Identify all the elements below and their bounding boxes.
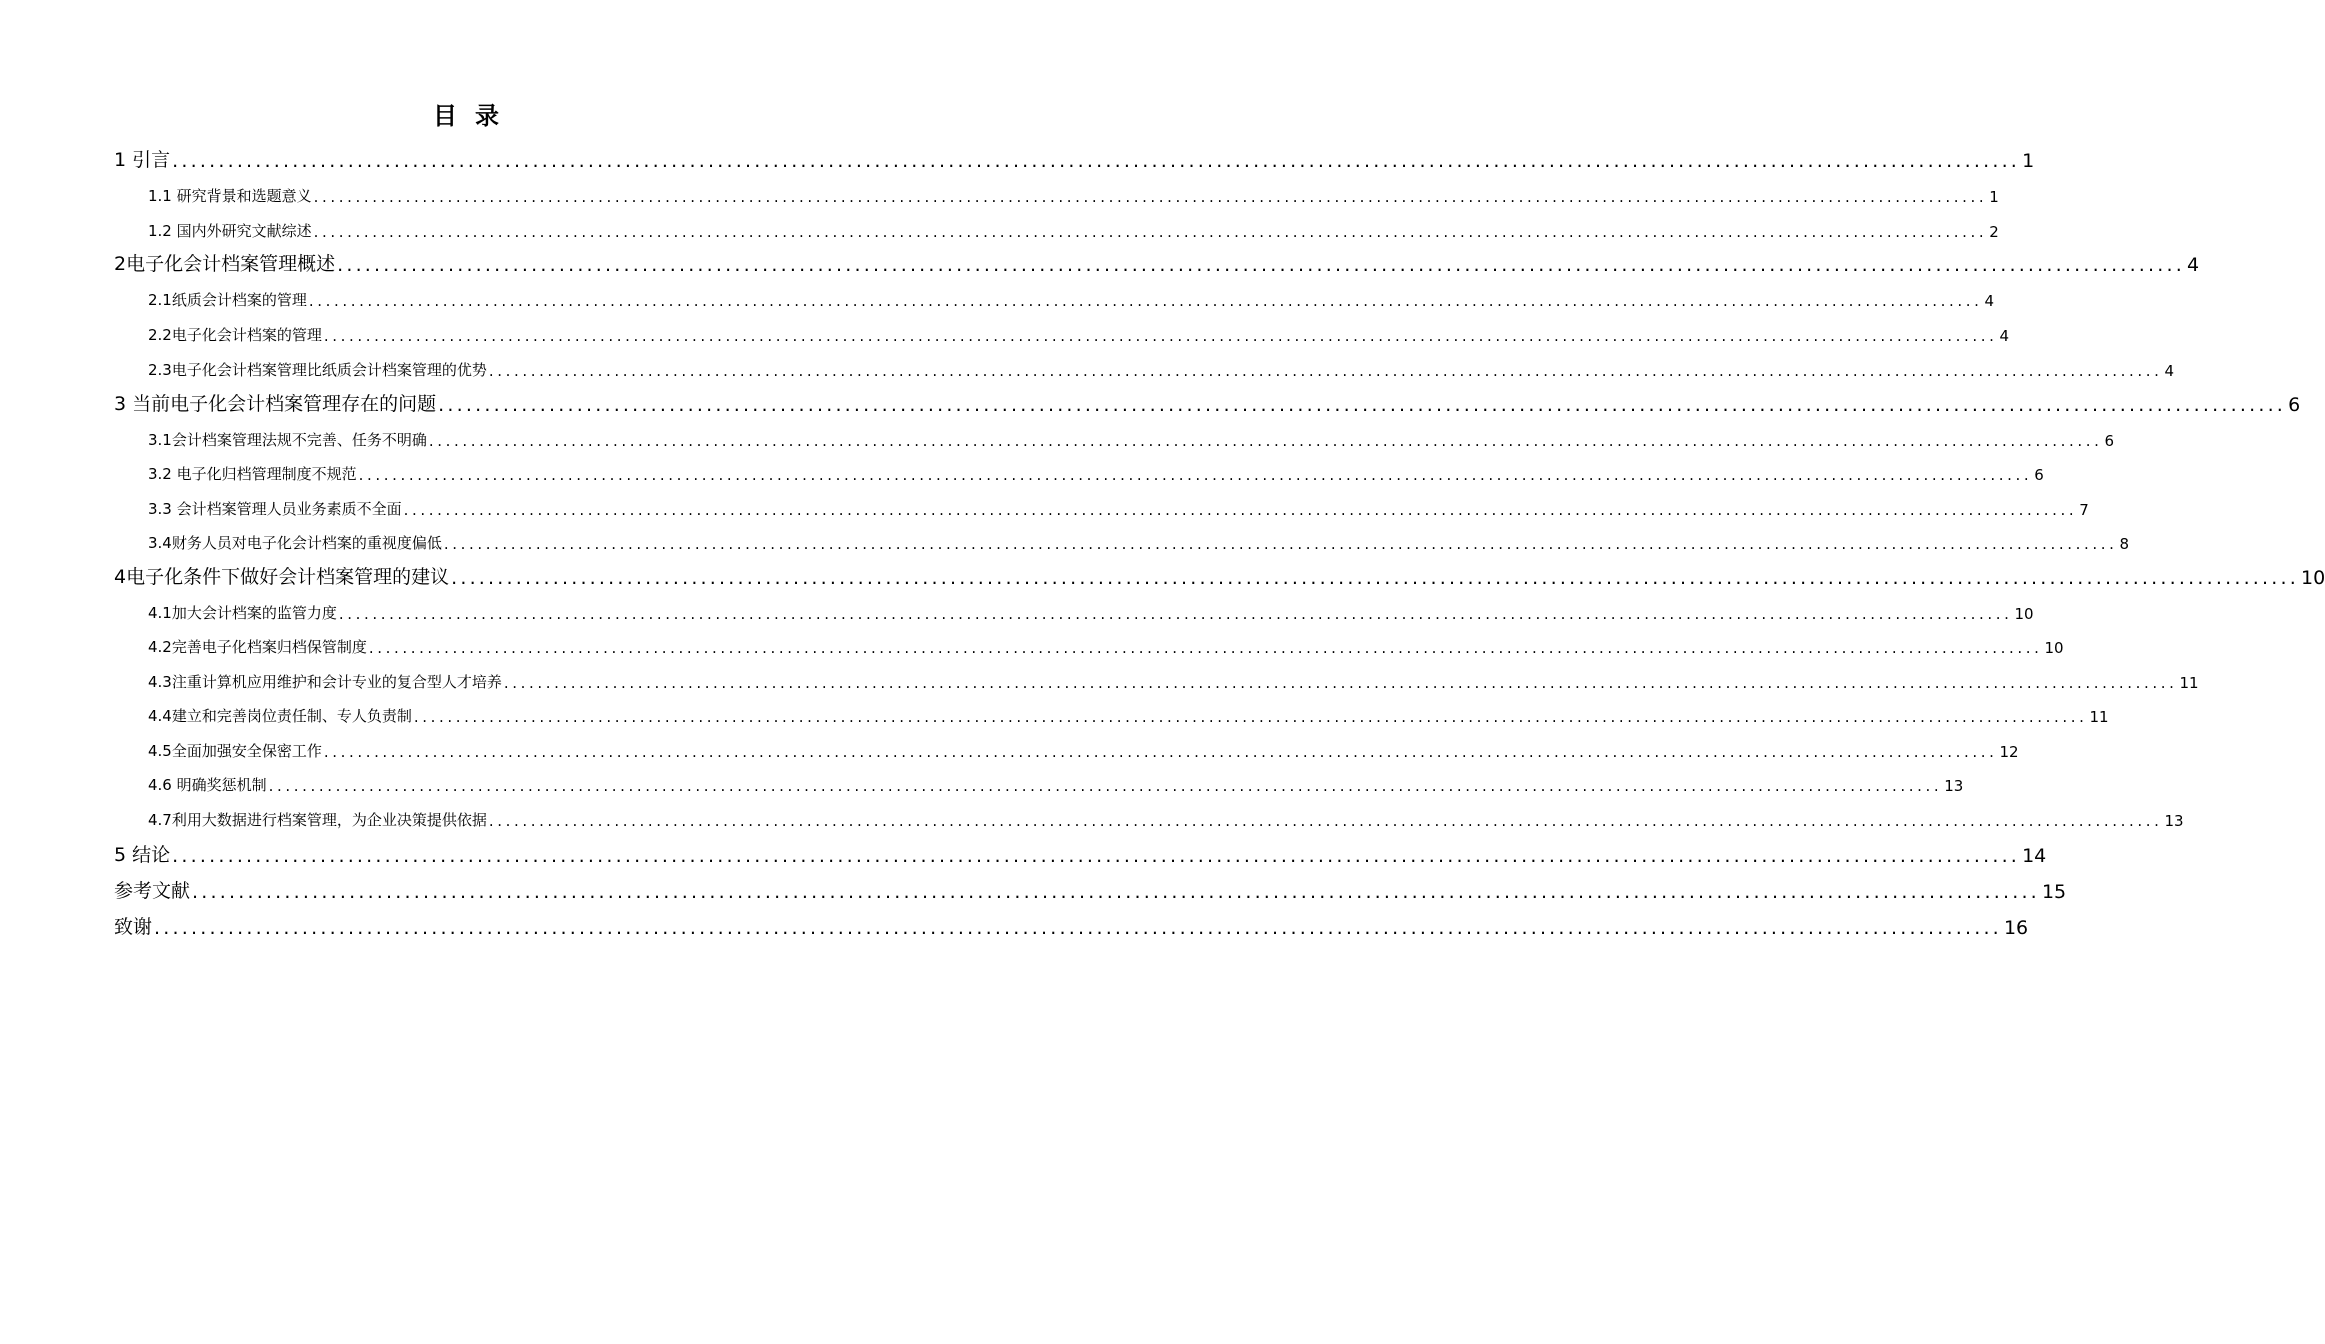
- toc-entry-text: 2.3电子化会计档案管理比纸质会计档案管理的优势: [148, 361, 487, 379]
- toc-page-number: 7: [2079, 501, 2089, 519]
- toc-entry-text: 5 结论: [114, 844, 171, 866]
- toc-leader-dots: ........................................................................................................................................................................................................: [313, 223, 1988, 241]
- toc-leader-dots: ........................................................................................................................................................................................................: [338, 605, 2013, 623]
- toc-leader-dots: ........................................................................................................................................................................................................: [438, 394, 2287, 416]
- toc-leader-dots: ........................................................................................................................................................................................................: [403, 501, 2078, 519]
- toc-entry-text: 4.2完善电子化档案归档保管制度: [148, 638, 367, 656]
- toc-page-number: 6: [2034, 466, 2044, 484]
- toc-entry-text: 3 当前电子化会计档案管理存在的问题: [114, 393, 437, 415]
- toc-page-number: 1: [2022, 150, 2035, 172]
- toc-leader-dots: ........................................................................................................................................................................................................: [451, 567, 2300, 589]
- toc-entry[interactable]: [114, 559, 2325, 589]
- toc-leader-dots: ........................................................................................................................................................................................................: [368, 639, 2043, 657]
- toc-entry[interactable]: [114, 246, 2200, 276]
- toc-entry-text: 4.7利用大数据进行档案管理，为企业决策提供依据: [148, 811, 487, 829]
- toc-leader-dots: ........................................................................................................................................................................................................: [443, 535, 2118, 553]
- toc-entry-text: 参考文献: [114, 880, 191, 902]
- toc-page-number: 1: [1989, 188, 1999, 206]
- toc-entry-text: 4电子化条件下做好会计档案管理的建议: [114, 566, 450, 588]
- toc-page-number: 11: [2179, 674, 2199, 692]
- toc-entry[interactable]: [148, 319, 2010, 345]
- toc-leader-dots: ........................................................................................................................................................................................................: [192, 881, 2040, 903]
- toc-leader-dots: ........................................................................................................................................................................................................: [428, 432, 2103, 450]
- toc-page-number: 10: [2044, 639, 2064, 657]
- toc-entry[interactable]: [148, 284, 1995, 310]
- toc-entry-text: 1.2 国内外研究文献综述: [148, 222, 312, 240]
- toc-entry[interactable]: [114, 386, 2301, 416]
- toc-entry-text: 1.1 研究背景和选题意义: [148, 187, 312, 205]
- toc-page-number: 4: [1984, 292, 1995, 310]
- toc-entry[interactable]: [148, 354, 2175, 380]
- toc-page-number: 13: [1944, 777, 1964, 795]
- toc-page-number: 13: [2164, 812, 2184, 830]
- toc-title: 目录: [433, 102, 517, 130]
- toc-page-number: 8: [2119, 535, 2130, 553]
- toc-entry-text: 3.1会计档案管理法规不完善、任务不明确: [148, 431, 427, 449]
- toc-entry[interactable]: [148, 215, 1999, 241]
- toc-entry-text: 4.3注重计算机应用维护和会计专业的复合型人才培养: [148, 673, 502, 691]
- toc-page-number: 16: [2003, 917, 2029, 939]
- toc-page-number: 4: [2164, 362, 2175, 380]
- toc-entry[interactable]: [148, 700, 2109, 726]
- toc-entry-text: 1 引言: [114, 149, 171, 171]
- toc-entry[interactable]: [148, 597, 2034, 623]
- toc-leader-dots: ........................................................................................................................................................................................................: [313, 188, 1988, 206]
- toc-entry-text: 2.2电子化会计档案的管理: [148, 326, 322, 344]
- toc-leader-dots: ........................................................................................................................................................................................................: [323, 327, 1998, 345]
- toc-entry-text: 4.1加大会计档案的监管力度: [148, 604, 337, 622]
- toc-page-number: 12: [1999, 743, 2019, 761]
- toc-page-number: 10: [2301, 567, 2325, 589]
- toc-entry-text: 2电子化会计档案管理概述: [114, 253, 336, 275]
- toc-entry-text: 3.4财务人员对电子化会计档案的重视度偏低: [148, 534, 442, 552]
- toc-page-number: 11: [2089, 708, 2109, 726]
- toc-entry[interactable]: [148, 735, 2019, 761]
- toc-leader-dots: ........................................................................................................................................................................................................: [358, 466, 2033, 484]
- toc-page-number: 15: [2041, 881, 2067, 903]
- toc-page-number: 2: [1989, 223, 1999, 241]
- toc-leader-dots: ........................................................................................................................................................................................................: [413, 708, 2088, 726]
- toc-page-number: 10: [2014, 605, 2034, 623]
- toc-page-number: 14: [2022, 845, 2047, 867]
- toc-leader-dots: ........................................................................................................................................................................................................: [268, 777, 1943, 795]
- toc-leader-dots: ........................................................................................................................................................................................................: [337, 254, 2186, 276]
- toc-entry-text: 2.1纸质会计档案的管理: [148, 291, 307, 309]
- toc-entry[interactable]: [148, 493, 2089, 519]
- toc-entry-text: 4.6 明确奖惩机制: [148, 776, 267, 794]
- toc-entry[interactable]: [148, 666, 2199, 692]
- toc-entry[interactable]: [114, 873, 2067, 903]
- toc-entry[interactable]: [148, 769, 1964, 795]
- toc-page-number: 6: [2104, 432, 2115, 450]
- toc-leader-dots: ........................................................................................................................................................................................................: [172, 150, 2021, 172]
- toc-entry[interactable]: [114, 909, 2029, 939]
- toc-entry[interactable]: [148, 458, 2044, 484]
- toc-entry[interactable]: [114, 142, 2035, 172]
- toc-leader-dots: ........................................................................................................................................................................................................: [488, 362, 2163, 380]
- toc-entry[interactable]: [148, 631, 2064, 657]
- toc-leader-dots: ........................................................................................................................................................................................................: [323, 743, 1998, 761]
- toc-entry[interactable]: [148, 424, 2115, 450]
- toc-entry-text: 致谢: [114, 916, 153, 938]
- toc-page-number: 4: [2187, 254, 2200, 276]
- toc-leader-dots: ........................................................................................................................................................................................................: [308, 292, 1983, 310]
- toc-leader-dots: ........................................................................................................................................................................................................: [172, 845, 2021, 867]
- toc-leader-dots: ........................................................................................................................................................................................................: [488, 812, 2163, 830]
- toc-leader-dots: ........................................................................................................................................................................................................: [503, 674, 2178, 692]
- toc-page-number: 4: [1999, 327, 2010, 345]
- toc-entry-text: 4.4建立和完善岗位责任制、专人负责制: [148, 707, 412, 725]
- toc-page-number: 6: [2288, 394, 2301, 416]
- toc-entry-text: 3.2 电子化归档管理制度不规范: [148, 465, 357, 483]
- toc-entry-text: 4.5全面加强安全保密工作: [148, 742, 322, 760]
- toc-entry-text: 3.3 会计档案管理人员业务素质不全面: [148, 500, 402, 518]
- toc-leader-dots: ........................................................................................................................................................................................................: [154, 917, 2002, 939]
- toc-entry[interactable]: [148, 527, 2130, 553]
- toc-entry[interactable]: [148, 804, 2184, 830]
- toc-entry[interactable]: [114, 837, 2047, 867]
- toc-entry[interactable]: [148, 180, 1999, 206]
